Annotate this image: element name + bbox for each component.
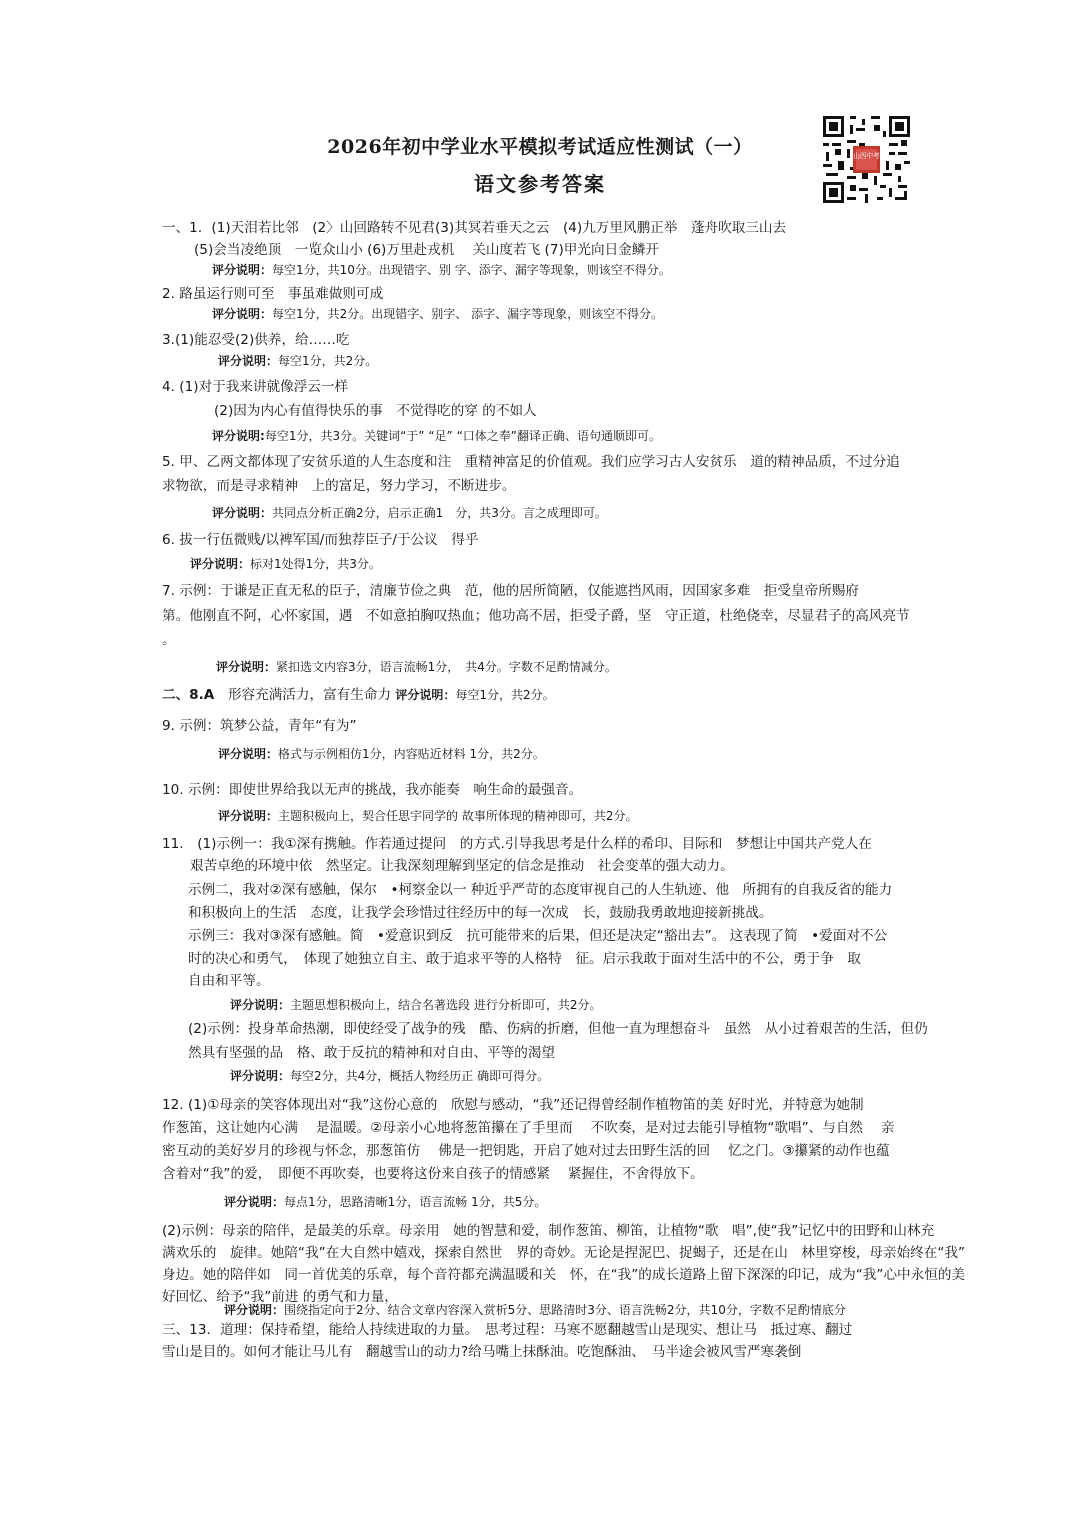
answer-12-line-4: 含着对“我”的爱， 即便不再吹奏，也要将这份来自孩子的情感紧 紧握住，不舍得放下。: [162, 1166, 704, 1182]
answer-10: 10. 示例：即使世界给我以无声的挑战，我亦能奏 响生命的最强音。: [162, 782, 583, 798]
qr-code-icon: [823, 116, 910, 203]
document-title: 2026年初中学业水平模拟考试适应性测试（一）: [327, 136, 753, 158]
scoring-note-11b: 评分说明：每空2分，共4分，概括人物经历正 确即可得分。: [230, 1069, 550, 1083]
answer-12-line-2: 作葱笛，这让她内心满 是温暖。②母亲小心地将葱笛攥在了手里而 不吹奏，是对过去能引导植物“歌唱”、与自然 亲: [162, 1120, 895, 1136]
answer-11-line-5: 示例三：我对③深有感触。简 •爱意识到反 抗可能带来的后果，但还是决定“豁出去”。 这表现了简 •爱面对不公: [188, 928, 888, 944]
answer-11-line-3: 示例二，我对②深有感触，保尔 •柯察金以一 种近乎严苛的态度审视自己的人生轨迹、他 所拥有的自我反省的能力: [188, 882, 893, 898]
answer-4-line-2: (2)因为内心有值得快乐的事 不觉得吃的穿 的不如人: [214, 403, 537, 419]
answer-3: 3.(1)能忍受(2)供养，给……吃: [162, 332, 350, 348]
scoring-note-1: 评分说明：每空1分，共10分。出现错字、别 字、添字、漏字等现象，则该空不得分。: [212, 263, 671, 277]
scoring-note-6: 评分说明：标对1处得1分，共3分。: [190, 557, 381, 571]
answer-4-line-1: 4. (1)对于我来讲就像浮云一样: [162, 379, 349, 395]
answer-1-line-2: (5)会当凌绝顶 一览众山小 (6)万里赴戎机 关山度若飞 (7)甲光向日金鳞开: [194, 242, 659, 258]
scoring-note-9: 评分说明：格式与示例相仿1分，内容贴近材料 1分，共2分。: [218, 747, 545, 761]
answer-11-line-6: 时的决心和勇气， 体现了她独立自主、敢于追求平等的人格特 征。启示我敢于面对生活中的不公，勇于争 取: [188, 951, 861, 967]
answer-5-line-2: 求物欲，而是寻求精神 上的富足，努力学习，不断进步。: [162, 478, 516, 494]
answer-13-line-1: 三、13．道理：保持希望，能给人持续进取的力量。 思考过程：马寒不愿翻越雪山是现实、想让马 抵过寒、翻过: [162, 1322, 853, 1338]
scoring-note-11a: 评分说明：主题思想积极向上，结合名著选段 进行分析即可，共2分。: [230, 998, 602, 1012]
answer-12-line-1: 12. (1)①母亲的笑容体现出对“我”这份心意的 欣慰与感动，“我”还记得曾经制作植物笛的美 好时光，并特意为她制: [162, 1097, 864, 1113]
answer-7-line-1: 7. 示例：于谦是正直无私的臣子，清廉节俭之典 范，他的居所简陋，仅能遮挡风雨，因国家多难 拒受皇帝所赐府: [162, 583, 859, 599]
answer-8: 二、8.A 形容充满活力，富有生命力 评分说明：每空1分，共2分。: [162, 687, 555, 703]
answer-11-line-2: 艰苦卓绝的环境中依 然坚定。让我深刻理解到坚定的信念是推动 社会变革的强大动力。: [190, 858, 734, 874]
answer-11-line-7: 自由和平等。: [188, 973, 270, 989]
scoring-note-10: 评分说明：主题积极向上，契合任思宇同学的 故事所体现的精神即可，共2分。: [218, 809, 638, 823]
answer-11-line-1: 11. (1)示例一：我①深有携触。作若通过提问 的方式.引导我思考是什么样的希印、目际和 梦想让中国共产党人在: [162, 836, 872, 852]
answer-12-2-line-3: 身边。她的陪伴如 同一首优美的乐章，每个音符都充满温暖和关 怀，在“我”的成长道路上留下深深的印记，成为“我”心中永恒的美: [162, 1267, 966, 1283]
answer-9: 9. 示例：筑梦公益，青年“有为”: [162, 718, 357, 734]
answer-12-line-3: 密互动的美好岁月的珍视与怀念，那葱笛仿 佛是一把钥匙，开启了她对过去田野生活的回 忆之门。③攥紧的动作也蕴: [162, 1143, 890, 1159]
answer-2: 2. 路虽运行则可至 事虽难做则可成: [162, 286, 384, 302]
answer-11-line-4: 和积极向上的生活 态度，让我学会珍惜过往经历中的每一次成 长，鼓励我勇敢地迎接新挑战。: [188, 905, 773, 921]
answer-1-line-1: 一、1．(1)天泪若比邻 (2〉山回路转不见君(3)其冥若垂天之云 (4)九万里风鹏正举 蓬舟吹取三山去: [162, 220, 787, 236]
answer-5-line-1: 5. 甲、乙两文都体现了安贫乐道的人生态度和注 重精神富足的价值观。我们应学习古人安贫乐 道的精神品质，不过分追: [162, 454, 900, 470]
scoring-note-12b: 评分说明：围绕指定向于2分、结合文章内容深入赏析5分、思路清时3分、语言洗畅2分，共10分，字数不足酌情底分: [224, 1303, 846, 1317]
answer-7-line-3: 。: [162, 632, 176, 648]
note-label: 评分说明：: [212, 263, 273, 277]
scoring-note-4: 评分说明:每空1分，共3分。关键词“于” “足” “口体之奉”翻译正确、语句通顺即可。: [212, 429, 662, 443]
scoring-note-5: 评分说明：共同点分析正确2分，启示正确1 分，共3分。言之成理即可。: [212, 506, 607, 520]
answer-12-2-line-4: 好回忆、给予“我”前进 的勇气和力量，: [162, 1289, 398, 1305]
scoring-note-2: 评分说明：每空1分，共2分。出现错字、别字、 添字、漏字等现象，则该空不得分。: [212, 307, 664, 321]
answer-13-line-2: 雪山是目的。如何才能让马儿有 翻越雪山的动力?给马嘴上抹酥油。吃饱酥油、 马半途会被风雪严寒袭倒: [162, 1344, 802, 1360]
answer-12-2-line-2: 满欢乐的 旋律。她陪“我”在大自然中嬉戏，探索自然世 界的奇妙。无论是捏泥巴、捉蝎子，还是在山 林里穿梭，母亲始终在“我”: [162, 1245, 966, 1261]
scoring-note-7: 评分说明：紧扣选文内容3分，语言流畅1分， 共4分。字数不足酌情减分。: [216, 660, 617, 674]
scoring-note-3: 评分说明：每空1分，共2分。: [218, 354, 378, 368]
answer-11-2-line-2: 然具有坚强的品 格、敢于反抗的精神和对自由、平等的渴望: [188, 1045, 556, 1061]
document-subtitle: 语文参考答案: [474, 172, 606, 196]
scoring-note-12a: 评分说明：每点1分，思路清晰1分，语言流畅 1分，共5分。: [224, 1195, 547, 1209]
qr-badge-text: 山西中考: [853, 152, 880, 160]
answer-7-line-2: 第。他刚直不阿，心怀家国，遇 不如意拍胸叹热血；他功高不居，拒受子爵，坚 守正道，杜绝侥幸，尽显君子的高风亮节: [162, 608, 910, 624]
answer-12-2-line-1: (2)示例：母亲的陪伴，是最美的乐章。母亲用 她的智慧和爱，制作葱笛、柳笛，让植物“歌 唱”,使“我”记忆中的田野和山林充: [162, 1223, 935, 1239]
answer-6: 6. 拔一行伍微贱/以裨军国/而独荐臣子/于公议 得乎: [162, 532, 479, 548]
answer-11-2-line-1: (2)示例：投身革命热潮，即使经受了战争的残 酷、伤病的折磨，但他一直为理想奋斗 虽然 从小过着艰苦的生活，但仍: [188, 1021, 928, 1037]
